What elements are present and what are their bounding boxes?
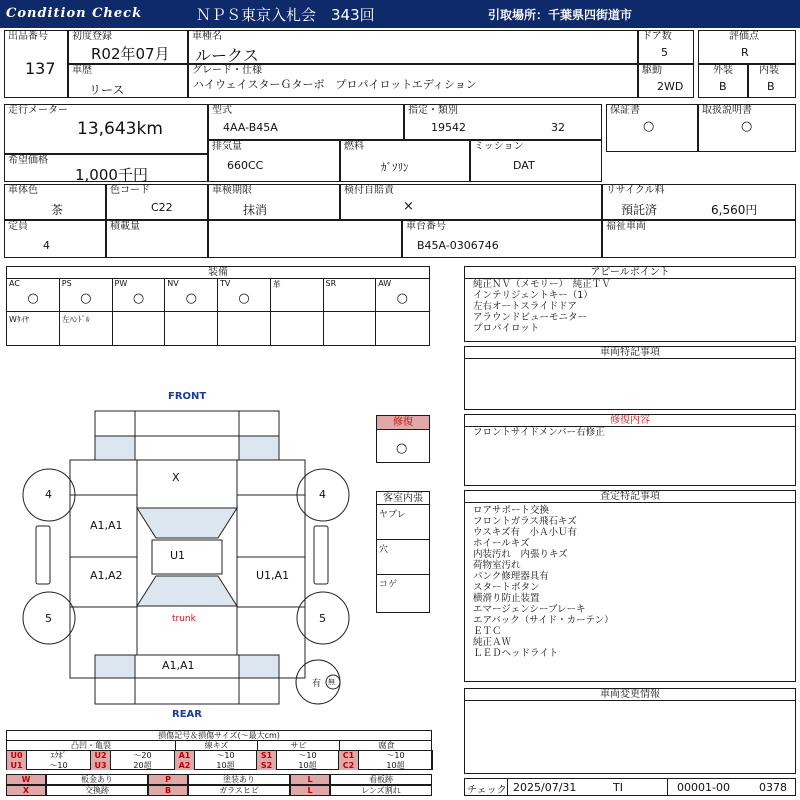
spare-label: 有: [312, 679, 322, 689]
check-label: チェック: [467, 785, 507, 796]
chassis-label: 車台番号: [406, 221, 446, 232]
legend-value: 20超: [111, 761, 175, 771]
legend-code: U1: [7, 761, 27, 771]
legend-code: U3: [91, 761, 111, 771]
legend-box: [6, 730, 432, 770]
equipment-extra-cell: [165, 312, 218, 345]
cabin-box: [376, 491, 430, 613]
chassis-value: B45A-0306746: [417, 239, 499, 252]
appeal-section: [464, 266, 796, 342]
equipment-label: AW: [378, 279, 392, 288]
repair-section: [464, 414, 796, 486]
legend-code: C1: [339, 751, 359, 761]
checker: TI: [613, 781, 623, 794]
eval-cell: [698, 30, 796, 64]
manual-mark: ○: [741, 119, 753, 134]
legend-value: ～10: [277, 751, 339, 761]
text-line: ＥＴＣ: [473, 626, 502, 637]
equipment-extra-cell: [376, 312, 429, 345]
history-cell: [68, 64, 188, 98]
text-line: アラウンドビューモニター: [473, 312, 588, 323]
text-line: ホイールキズ: [473, 538, 530, 549]
lot-cell: [4, 30, 68, 98]
equipment-extra-label: Wﾀｲﾔ: [9, 315, 29, 324]
legend-value: 10超: [277, 761, 339, 771]
tire-rear-left: 5: [45, 612, 52, 625]
inspection-cell: [208, 184, 340, 220]
legend-mark-code: P: [148, 774, 188, 785]
legend-groups: [7, 741, 431, 751]
equipment-cell: [376, 279, 429, 312]
cabin-item-0: ヤブレ: [377, 505, 429, 540]
equipment-mark: ○: [27, 291, 39, 306]
equipment-title: 装備: [7, 267, 429, 279]
equipment-cell: [218, 279, 271, 312]
equipment-mark: ○: [396, 291, 408, 306]
legend-group: サビ: [257, 741, 339, 751]
text-line: プロパイロット: [473, 323, 540, 334]
inspection-value: 抹消: [243, 203, 268, 217]
equipment-cell: [113, 279, 166, 312]
pickup-location: 引取場所：千葉県四街道市: [488, 8, 633, 22]
mission-value: DAT: [513, 159, 535, 172]
designation-label: 指定・類別: [408, 105, 458, 116]
mileage-value: 13,643km: [77, 119, 163, 139]
designation-value-2: 32: [551, 121, 565, 134]
repair-flag-mark: ○: [396, 441, 408, 456]
legend-title: 損傷記号＆損傷サイズ(～最大cm): [7, 731, 431, 741]
equipment-mark: ○: [80, 291, 92, 306]
equipment-label: TV: [220, 279, 231, 288]
ext-cell: [698, 64, 748, 98]
grade-value: ハイウェイスターＧターボ プロパイロットエディション: [193, 78, 477, 91]
footer-code-2: 0378: [759, 781, 787, 794]
legend-mark-value: 板金あり: [46, 774, 148, 785]
equipment-label: PS: [61, 279, 72, 288]
auction-title: ＮＰＳ東京入札会 343回: [196, 6, 375, 24]
capacity-value: 4: [43, 239, 50, 252]
history-label: 車歴: [72, 65, 92, 76]
color-value: 茶: [51, 203, 64, 217]
left-front-door-mark: A1,A1: [90, 519, 123, 532]
legend-marks: [6, 774, 432, 796]
change-info-title: 車両変更情報: [465, 689, 795, 701]
right-rear-door-mark: U1,A1: [256, 569, 290, 582]
equipment-cell: [324, 279, 377, 312]
manual-label: 取扱説明書: [702, 105, 752, 116]
text-line: 内装汚れ 内張りキズ: [473, 549, 568, 560]
equipment-extra-cell: [60, 312, 113, 345]
spare-tire-icon: 無: [328, 678, 335, 686]
text-line: 荷物室汚れ: [473, 560, 521, 571]
recycle-amount: 6,560円: [711, 203, 758, 217]
mileage-cell: [4, 104, 208, 154]
grade-label: グレード・仕様: [192, 65, 262, 76]
text-line: 純正ＡＷ: [473, 637, 512, 648]
equipment-label: AC: [9, 279, 20, 288]
model-value: ルークス: [195, 46, 259, 65]
text-line: ＬＥＤヘッドライト: [473, 648, 559, 659]
inspection-notes-title: 査定特記事項: [465, 491, 795, 503]
text-line: ウスキズ有 小Ａ小Ｕ有: [473, 527, 578, 538]
grade-cell: [188, 64, 638, 98]
doors-cell: [638, 30, 694, 64]
int-label: 内装: [759, 65, 779, 76]
text-line: パンク修理器具有: [473, 571, 549, 582]
equipment-mark: ○: [132, 291, 145, 306]
legend-group: 腐食: [339, 741, 433, 751]
legend-mark-code: L: [290, 774, 330, 785]
history-value: リース: [89, 83, 125, 97]
legend-value: ～10: [359, 751, 433, 761]
selfcheck-cell: [340, 184, 602, 220]
first-reg-value: R02年07月: [91, 45, 170, 63]
designation-value-1: 19542: [431, 121, 466, 134]
eval-value: R: [741, 46, 749, 59]
footer-divider: [667, 779, 668, 795]
fuel-cell: [340, 140, 470, 182]
legend-mark-value: 看板跡: [330, 774, 432, 785]
legend-value: ｴｸﾎﾞ: [27, 751, 91, 761]
recycle-cell: [602, 184, 796, 220]
ext-value: B: [719, 80, 727, 93]
eval-label: 評価点: [729, 31, 759, 42]
left-rear-door-mark: A1,A2: [90, 569, 123, 582]
drive-label: 駆動: [642, 65, 662, 76]
legend-value: ～10: [195, 751, 257, 761]
fuel-value: ｶﾞｿﾘﾝ: [381, 161, 409, 174]
equipment-extra-cell: [324, 312, 377, 345]
front-label: FRONT: [168, 391, 207, 402]
price-label: 希望価格: [8, 155, 48, 166]
displacement-label: 排気量: [212, 141, 242, 152]
displacement-cell: [208, 140, 340, 182]
warranty-label: 保証書: [610, 105, 640, 116]
load-cell: [106, 220, 208, 258]
legend-code: A2: [175, 761, 195, 771]
equipment-cell: [165, 279, 218, 312]
sheet-title: Condition Check: [6, 6, 143, 21]
inspection-notes-lines: [473, 505, 614, 659]
text-line: スタートボタン: [473, 582, 540, 593]
doors-value: 5: [661, 46, 668, 59]
text-line: エアバック（サイド・カーテン）: [473, 615, 614, 626]
equipment-extra-cell: [7, 312, 60, 345]
legend-mark-value: ガラスヒビ: [188, 785, 290, 796]
selfcheck-value: ×: [403, 199, 414, 214]
first-reg-cell: [68, 30, 188, 64]
mileage-label: 走行メーター: [8, 105, 68, 116]
equipment-grid: [7, 279, 429, 345]
chassis-cell: [402, 220, 602, 258]
doors-label: ドア数: [642, 31, 672, 42]
color-code-value: C22: [151, 201, 173, 214]
roof-mark: U1: [170, 549, 186, 562]
equipment-cell: [271, 279, 324, 312]
footer-bar: [464, 778, 796, 796]
equipment-extra-cell: [218, 312, 271, 345]
capacity-label: 定員: [8, 221, 28, 232]
blank-cell: [208, 220, 402, 258]
tire-front-left: 4: [45, 488, 52, 501]
appeal-lines: [473, 279, 611, 334]
rear-label: REAR: [172, 709, 202, 720]
equipment-label: SR: [325, 279, 337, 288]
legend-group: 凸凹・亀裂: [7, 741, 175, 751]
recycle-status: 預託済: [621, 203, 658, 217]
legend-code: U0: [7, 751, 27, 761]
legend-mark-code: W: [6, 774, 46, 785]
legend-code: U2: [91, 751, 111, 761]
mission-label: ミッション: [474, 141, 524, 152]
repair-lines: [473, 427, 605, 438]
special-title: 車両特記事項: [465, 347, 795, 359]
recycle-label: リサイクル料: [606, 185, 665, 196]
cabin-item-2: コゲ: [379, 580, 398, 590]
drive-cell: [638, 64, 694, 98]
footer-divider: [507, 779, 508, 795]
footer-code-1: 00001-00: [677, 781, 730, 794]
text-line: 純正ＮＶ（メモリー） 純正ＴＶ: [473, 279, 611, 290]
appeal-title: アピールポイント: [465, 267, 795, 279]
equipment-label: 革: [272, 280, 281, 289]
model-cell: [188, 30, 638, 64]
text-line: 横滑り防止装置: [473, 593, 540, 604]
color-code-cell: [106, 184, 208, 220]
tire-rear-right: 5: [319, 612, 326, 625]
legend-rows: [7, 751, 431, 770]
legend-mark-value: 交換跡: [46, 785, 148, 796]
change-info-section: [464, 688, 796, 774]
legend-mark-code: B: [148, 785, 188, 796]
rear-bumper-mark: A1,A1: [162, 659, 195, 672]
equipment-section: [6, 266, 430, 346]
lot-label: 出品番号: [8, 31, 48, 42]
first-reg-label: 初度登録: [72, 31, 112, 42]
legend-mark-code: L: [290, 785, 330, 796]
text-line: フロントサイドメンバー右修正: [473, 427, 605, 438]
type-label: 型式: [212, 105, 232, 116]
repair-flag-title: 修復: [377, 416, 429, 430]
load-label: 積載量: [110, 221, 140, 232]
legend-code: S1: [257, 751, 277, 761]
designation-cell: [404, 104, 602, 140]
mission-cell: [470, 140, 602, 182]
welfare-label: 福祉車両: [606, 221, 646, 232]
warranty-mark: ○: [643, 119, 655, 134]
legend-code: C2: [339, 761, 359, 771]
legend-group: 線キズ: [175, 741, 257, 751]
hood-mark: X: [172, 471, 180, 484]
drive-value: 2WD: [657, 80, 684, 93]
type-value: 4AA-B45A: [223, 121, 278, 134]
legend-value: 10超: [195, 761, 257, 771]
price-value: 1,000千円: [75, 166, 148, 184]
selfcheck-label: 検付自賠責: [344, 185, 394, 196]
special-section: [464, 346, 796, 410]
lot-number: 137: [25, 59, 56, 78]
int-cell: [748, 64, 796, 98]
repair-flag-box: [376, 415, 430, 463]
text-line: フロントガラス飛石キズ: [473, 516, 577, 527]
displacement-value: 660CC: [227, 159, 264, 172]
text-line: インテリジェントキー（1）: [473, 290, 593, 301]
welfare-cell: [602, 220, 796, 258]
equipment-mark: ○: [185, 291, 197, 306]
text-line: 左右オートスライドドア: [473, 301, 577, 312]
check-date: 2025/07/31: [513, 781, 577, 794]
model-label: 車種名: [192, 31, 222, 42]
text-line: ロアサポート交換: [473, 505, 550, 516]
equipment-cell: [60, 279, 113, 312]
capacity-cell: [4, 220, 106, 258]
type-cell: [208, 104, 404, 140]
manual-cell: [698, 104, 796, 152]
legend-value: ～10: [27, 761, 91, 771]
int-value: B: [767, 80, 775, 93]
equipment-cell: [7, 279, 60, 312]
equipment-label: NV: [167, 279, 179, 288]
legend-code: A1: [175, 751, 195, 761]
equipment-mark: ○: [238, 291, 250, 306]
cabin-title: 客室内張: [377, 492, 429, 505]
ext-label: 外装: [713, 65, 733, 76]
equipment-extra-cell: [271, 312, 324, 345]
repair-title: 修復内容: [465, 415, 795, 427]
equipment-extra-cell: [113, 312, 166, 345]
color-cell: [4, 184, 106, 220]
legend-mark-value: レンズ割れ: [330, 785, 432, 796]
legend-mark-code: X: [6, 785, 46, 796]
header-bar: [0, 0, 800, 28]
warranty-cell: [606, 104, 698, 152]
inspection-label: 車検期限: [212, 185, 252, 196]
fuel-label: 燃料: [344, 141, 364, 152]
price-cell: [4, 154, 208, 182]
text-line: エマージェンシーブレーキ: [473, 604, 586, 615]
legend-mark-value: 塗装あり: [188, 774, 290, 785]
equipment-extra-label: 左ﾊﾝﾄﾞﾙ: [61, 315, 90, 324]
trunk-label: trunk: [172, 614, 196, 624]
tire-front-right: 4: [319, 488, 326, 501]
color-code-label: 色コード: [110, 185, 150, 196]
equipment-label: PW: [114, 279, 128, 288]
legend-value: 10超: [359, 761, 433, 771]
legend-code: S2: [257, 761, 277, 771]
color-label: 車体色: [8, 185, 38, 196]
cabin-item-1: 穴: [377, 540, 429, 575]
legend-value: ～20: [111, 751, 175, 761]
inspection-notes-section: [464, 490, 796, 682]
